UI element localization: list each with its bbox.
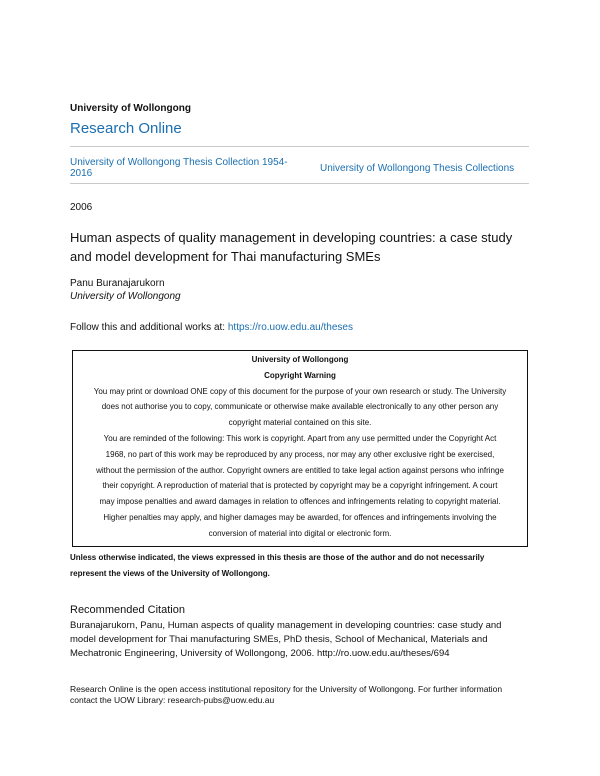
thesis-title: Human aspects of quality management in developing countries: a case study and model development for Thai manufacturing SMEs	[70, 230, 513, 264]
footer-line: Research Online is the open access institutional repository for the University of Wollongong. For further information	[70, 684, 503, 694]
copyright-warning-box	[72, 350, 528, 547]
copyright-line: does not authorise you to copy, communicate or otherwise make available electronically to any other person any	[101, 402, 499, 412]
copyright-line: may impose penalties and award damages in relation to offences and infringements relating to copyright material.	[99, 497, 501, 507]
citation-line: Buranajarukorn, Panu, Human aspects of quality management in developing countries: case study and	[70, 620, 502, 631]
citation-line: Mechatronic Engineering, University of Wollongong, 2006. http://ro.uow.edu.au/theses/694	[70, 648, 450, 659]
author-name: Panu Buranajarukorn	[70, 278, 165, 289]
recommended-citation-text	[70, 619, 530, 661]
views-disclaimer	[70, 550, 530, 582]
copyright-line: You may print or download ONE copy of this document for the purpose of your own research or study. The University	[93, 386, 507, 396]
follow-text: Follow this and additional works at:	[70, 322, 228, 333]
copyright-line: their copyright. A reproduction of material that is protected by copyright may be a copyright infringement. A court	[102, 481, 498, 491]
publication-year: 2006	[70, 202, 93, 213]
institution-name: University of Wollongong	[70, 103, 191, 114]
collection-divider	[70, 183, 529, 184]
disclaimer-line: represent the views of the University of Wollongong.	[70, 569, 270, 578]
copyright-line: conversion of material into digital or electronic form.	[208, 528, 392, 538]
copyright-box-subheading: Copyright Warning	[264, 370, 336, 380]
citation-line: model development for Thai manufacturing SMEs, PhD thesis, School of Mechanical, Materials and	[70, 634, 488, 645]
thesis-collections-link-right[interactable]: University of Wollongong Thesis Collections	[320, 163, 515, 174]
author-affiliation: University of Wollongong	[70, 291, 181, 302]
footer-line: contact the UOW Library: research-pubs@uow.edu.au	[70, 695, 275, 705]
copyright-line: copyright material contained on this site.	[228, 418, 372, 428]
recommended-citation-heading: Recommended Citation	[70, 604, 185, 616]
top-divider	[70, 146, 529, 147]
copyright-line: 1968, no part of this work may be reproduced by any process, nor may any other exclusive right be exercised,	[105, 449, 495, 459]
repository-footer	[70, 684, 530, 706]
disclaimer-line: Unless otherwise indicated, the views expressed in this thesis are those of the author and do not necessarily	[70, 553, 485, 562]
research-online-link[interactable]: Research Online	[70, 120, 182, 137]
theses-url-link[interactable]: https://ro.uow.edu.au/theses	[227, 322, 353, 333]
thesis-collection-link-left[interactable]: University of Wollongong Thesis Collection 1954-2016	[70, 157, 288, 179]
follow-line	[70, 322, 353, 333]
copyright-line: without the permission of the author. Copyright owners are entitled to take legal action against persons who infringe	[96, 465, 504, 475]
copyright-line: Higher penalties may apply, and higher damages may be awarded, for offences and infringements involving the	[103, 512, 497, 522]
copyright-box-heading: University of Wollongong	[251, 355, 349, 364]
copyright-line: You are reminded of the following: This work is copyright. Apart from any use permitted under the Copyright Act	[103, 433, 497, 443]
